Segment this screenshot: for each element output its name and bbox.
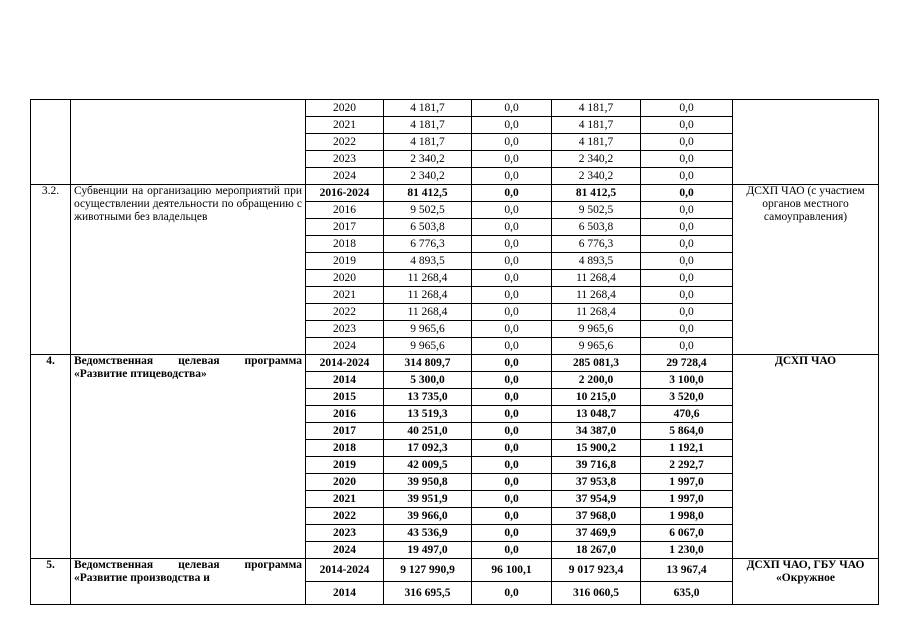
- total-cell: 11 268,4: [384, 304, 472, 321]
- table-row: [31, 185, 879, 202]
- regional-cell: 2 340,2: [552, 151, 641, 168]
- total-cell: 9 965,6: [384, 321, 472, 338]
- local-cell: 2 292,7: [641, 457, 733, 474]
- local-cell: 3 100,0: [641, 372, 733, 389]
- regional-cell: 34 387,0: [552, 423, 641, 440]
- local-cell: 470,6: [641, 406, 733, 423]
- federal-cell: 96 100,1: [472, 559, 552, 582]
- federal-cell: 0,0: [472, 440, 552, 457]
- federal-cell: 0,0: [472, 117, 552, 134]
- federal-cell: 0,0: [472, 151, 552, 168]
- measure-name: Ведомственная целевая программа «Развитие производства и: [71, 559, 306, 605]
- total-cell: 9 502,5: [384, 202, 472, 219]
- regional-cell: 4 181,7: [552, 134, 641, 151]
- measure-name: Ведомственная целевая программа «Развитие птицеводства»: [71, 355, 306, 559]
- total-cell: 13 519,3: [384, 406, 472, 423]
- regional-cell: 316 060,5: [552, 582, 641, 605]
- local-cell: 1 997,0: [641, 491, 733, 508]
- regional-cell: 2 200,0: [552, 372, 641, 389]
- total-cell: 81 412,5: [384, 185, 472, 202]
- total-cell: 11 268,4: [384, 270, 472, 287]
- total-cell: 5 300,0: [384, 372, 472, 389]
- year-cell: 2022: [306, 304, 384, 321]
- regional-cell: 37 953,8: [552, 474, 641, 491]
- year-cell: 2022: [306, 134, 384, 151]
- local-cell: 0,0: [641, 185, 733, 202]
- total-cell: 316 695,5: [384, 582, 472, 605]
- regional-cell: 2 340,2: [552, 168, 641, 185]
- name-cell: [71, 100, 306, 185]
- federal-cell: 0,0: [472, 338, 552, 355]
- regional-cell: 10 215,0: [552, 389, 641, 406]
- local-cell: 0,0: [641, 287, 733, 304]
- total-cell: 6 503,8: [384, 219, 472, 236]
- regional-cell: 285 081,3: [552, 355, 641, 372]
- regional-cell: 9 502,5: [552, 202, 641, 219]
- local-cell: 13 967,4: [641, 559, 733, 582]
- local-cell: 3 520,0: [641, 389, 733, 406]
- local-cell: 0,0: [641, 338, 733, 355]
- regional-cell: 81 412,5: [552, 185, 641, 202]
- local-cell: 0,0: [641, 270, 733, 287]
- local-cell: 0,0: [641, 134, 733, 151]
- total-cell: 42 009,5: [384, 457, 472, 474]
- total-cell: 9 965,6: [384, 338, 472, 355]
- total-cell: 6 776,3: [384, 236, 472, 253]
- total-cell: 4 181,7: [384, 117, 472, 134]
- executor-cell: ДСХП ЧАО (с участием органов местного самоуправления): [733, 185, 879, 355]
- year-cell: 2024: [306, 542, 384, 559]
- local-cell: 29 728,4: [641, 355, 733, 372]
- federal-cell: 0,0: [472, 270, 552, 287]
- year-cell: 2018: [306, 236, 384, 253]
- row-number: 4.: [31, 355, 71, 559]
- year-cell: 2016: [306, 202, 384, 219]
- federal-cell: 0,0: [472, 236, 552, 253]
- year-cell: 2019: [306, 253, 384, 270]
- total-cell: 4 181,7: [384, 100, 472, 117]
- federal-cell: 0,0: [472, 355, 552, 372]
- federal-cell: 0,0: [472, 168, 552, 185]
- year-cell: 2021: [306, 287, 384, 304]
- table-row: [31, 355, 879, 372]
- table-row: [31, 100, 879, 117]
- total-cell: 314 809,7: [384, 355, 472, 372]
- row-number: 5.: [31, 559, 71, 605]
- federal-cell: 0,0: [472, 474, 552, 491]
- year-cell: 2016-2024: [306, 185, 384, 202]
- year-cell: 2014: [306, 582, 384, 605]
- local-cell: 0,0: [641, 236, 733, 253]
- regional-cell: 15 900,2: [552, 440, 641, 457]
- total-cell: 39 950,8: [384, 474, 472, 491]
- local-cell: 6 067,0: [641, 525, 733, 542]
- table-row: [31, 559, 879, 582]
- federal-cell: 0,0: [472, 219, 552, 236]
- executor-cell: ДСХП ЧАО: [733, 355, 879, 559]
- regional-cell: 37 968,0: [552, 508, 641, 525]
- federal-cell: 0,0: [472, 202, 552, 219]
- regional-cell: 18 267,0: [552, 542, 641, 559]
- total-cell: 39 966,0: [384, 508, 472, 525]
- local-cell: 0,0: [641, 253, 733, 270]
- federal-cell: 0,0: [472, 100, 552, 117]
- total-cell: 2 340,2: [384, 168, 472, 185]
- federal-cell: 0,0: [472, 457, 552, 474]
- federal-cell: 0,0: [472, 525, 552, 542]
- local-cell: 635,0: [641, 582, 733, 605]
- year-cell: 2020: [306, 100, 384, 117]
- federal-cell: 0,0: [472, 542, 552, 559]
- local-cell: 1 192,1: [641, 440, 733, 457]
- year-cell: 2019: [306, 457, 384, 474]
- measure-name: Субвенции на организацию мероприятий при осуществлении деятельности по обращению с животными без владельцев: [71, 185, 306, 355]
- local-cell: 0,0: [641, 151, 733, 168]
- executor-cell: ДСХП ЧАО, ГБУ ЧАО «Окружное: [733, 559, 879, 605]
- regional-cell: 11 268,4: [552, 270, 641, 287]
- year-cell: 2021: [306, 491, 384, 508]
- total-cell: 43 536,9: [384, 525, 472, 542]
- local-cell: 0,0: [641, 117, 733, 134]
- budget-table: [30, 99, 879, 605]
- total-cell: 17 092,3: [384, 440, 472, 457]
- federal-cell: 0,0: [472, 304, 552, 321]
- year-cell: 2024: [306, 168, 384, 185]
- total-cell: 19 497,0: [384, 542, 472, 559]
- local-cell: 1 998,0: [641, 508, 733, 525]
- year-cell: 2023: [306, 151, 384, 168]
- year-cell: 2014-2024: [306, 355, 384, 372]
- local-cell: 0,0: [641, 304, 733, 321]
- year-cell: 2016: [306, 406, 384, 423]
- year-cell: 2017: [306, 423, 384, 440]
- year-cell: 2023: [306, 525, 384, 542]
- federal-cell: 0,0: [472, 423, 552, 440]
- year-cell: 2024: [306, 338, 384, 355]
- executor-cell: [733, 100, 879, 185]
- federal-cell: 0,0: [472, 321, 552, 338]
- total-cell: 39 951,9: [384, 491, 472, 508]
- regional-cell: 9 017 923,4: [552, 559, 641, 582]
- regional-cell: 6 503,8: [552, 219, 641, 236]
- local-cell: 0,0: [641, 202, 733, 219]
- regional-cell: 9 965,6: [552, 338, 641, 355]
- federal-cell: 0,0: [472, 491, 552, 508]
- total-cell: 9 127 990,9: [384, 559, 472, 582]
- num-cell: [31, 100, 71, 185]
- federal-cell: 0,0: [472, 406, 552, 423]
- federal-cell: 0,0: [472, 134, 552, 151]
- regional-cell: 13 048,7: [552, 406, 641, 423]
- year-cell: 2017: [306, 219, 384, 236]
- year-cell: 2014-2024: [306, 559, 384, 582]
- local-cell: 0,0: [641, 321, 733, 338]
- federal-cell: 0,0: [472, 389, 552, 406]
- federal-cell: 0,0: [472, 185, 552, 202]
- total-cell: 13 735,0: [384, 389, 472, 406]
- federal-cell: 0,0: [472, 287, 552, 304]
- regional-cell: 4 181,7: [552, 117, 641, 134]
- local-cell: 1 997,0: [641, 474, 733, 491]
- regional-cell: 4 893,5: [552, 253, 641, 270]
- federal-cell: 0,0: [472, 508, 552, 525]
- year-cell: 2021: [306, 117, 384, 134]
- local-cell: 0,0: [641, 168, 733, 185]
- year-cell: 2020: [306, 474, 384, 491]
- regional-cell: 6 776,3: [552, 236, 641, 253]
- federal-cell: 0,0: [472, 372, 552, 389]
- regional-cell: 39 716,8: [552, 457, 641, 474]
- regional-cell: 9 965,6: [552, 321, 641, 338]
- year-cell: 2020: [306, 270, 384, 287]
- federal-cell: 0,0: [472, 582, 552, 605]
- total-cell: 4 893,5: [384, 253, 472, 270]
- year-cell: 2014: [306, 372, 384, 389]
- regional-cell: 11 268,4: [552, 287, 641, 304]
- local-cell: 0,0: [641, 100, 733, 117]
- regional-cell: 37 469,9: [552, 525, 641, 542]
- regional-cell: 4 181,7: [552, 100, 641, 117]
- federal-cell: 0,0: [472, 253, 552, 270]
- regional-cell: 11 268,4: [552, 304, 641, 321]
- total-cell: 2 340,2: [384, 151, 472, 168]
- year-cell: 2015: [306, 389, 384, 406]
- year-cell: 2022: [306, 508, 384, 525]
- year-cell: 2023: [306, 321, 384, 338]
- regional-cell: 37 954,9: [552, 491, 641, 508]
- year-cell: 2018: [306, 440, 384, 457]
- total-cell: 40 251,0: [384, 423, 472, 440]
- local-cell: 0,0: [641, 219, 733, 236]
- local-cell: 1 230,0: [641, 542, 733, 559]
- total-cell: 4 181,7: [384, 134, 472, 151]
- row-number: 3.2.: [31, 185, 71, 355]
- local-cell: 5 864,0: [641, 423, 733, 440]
- total-cell: 11 268,4: [384, 287, 472, 304]
